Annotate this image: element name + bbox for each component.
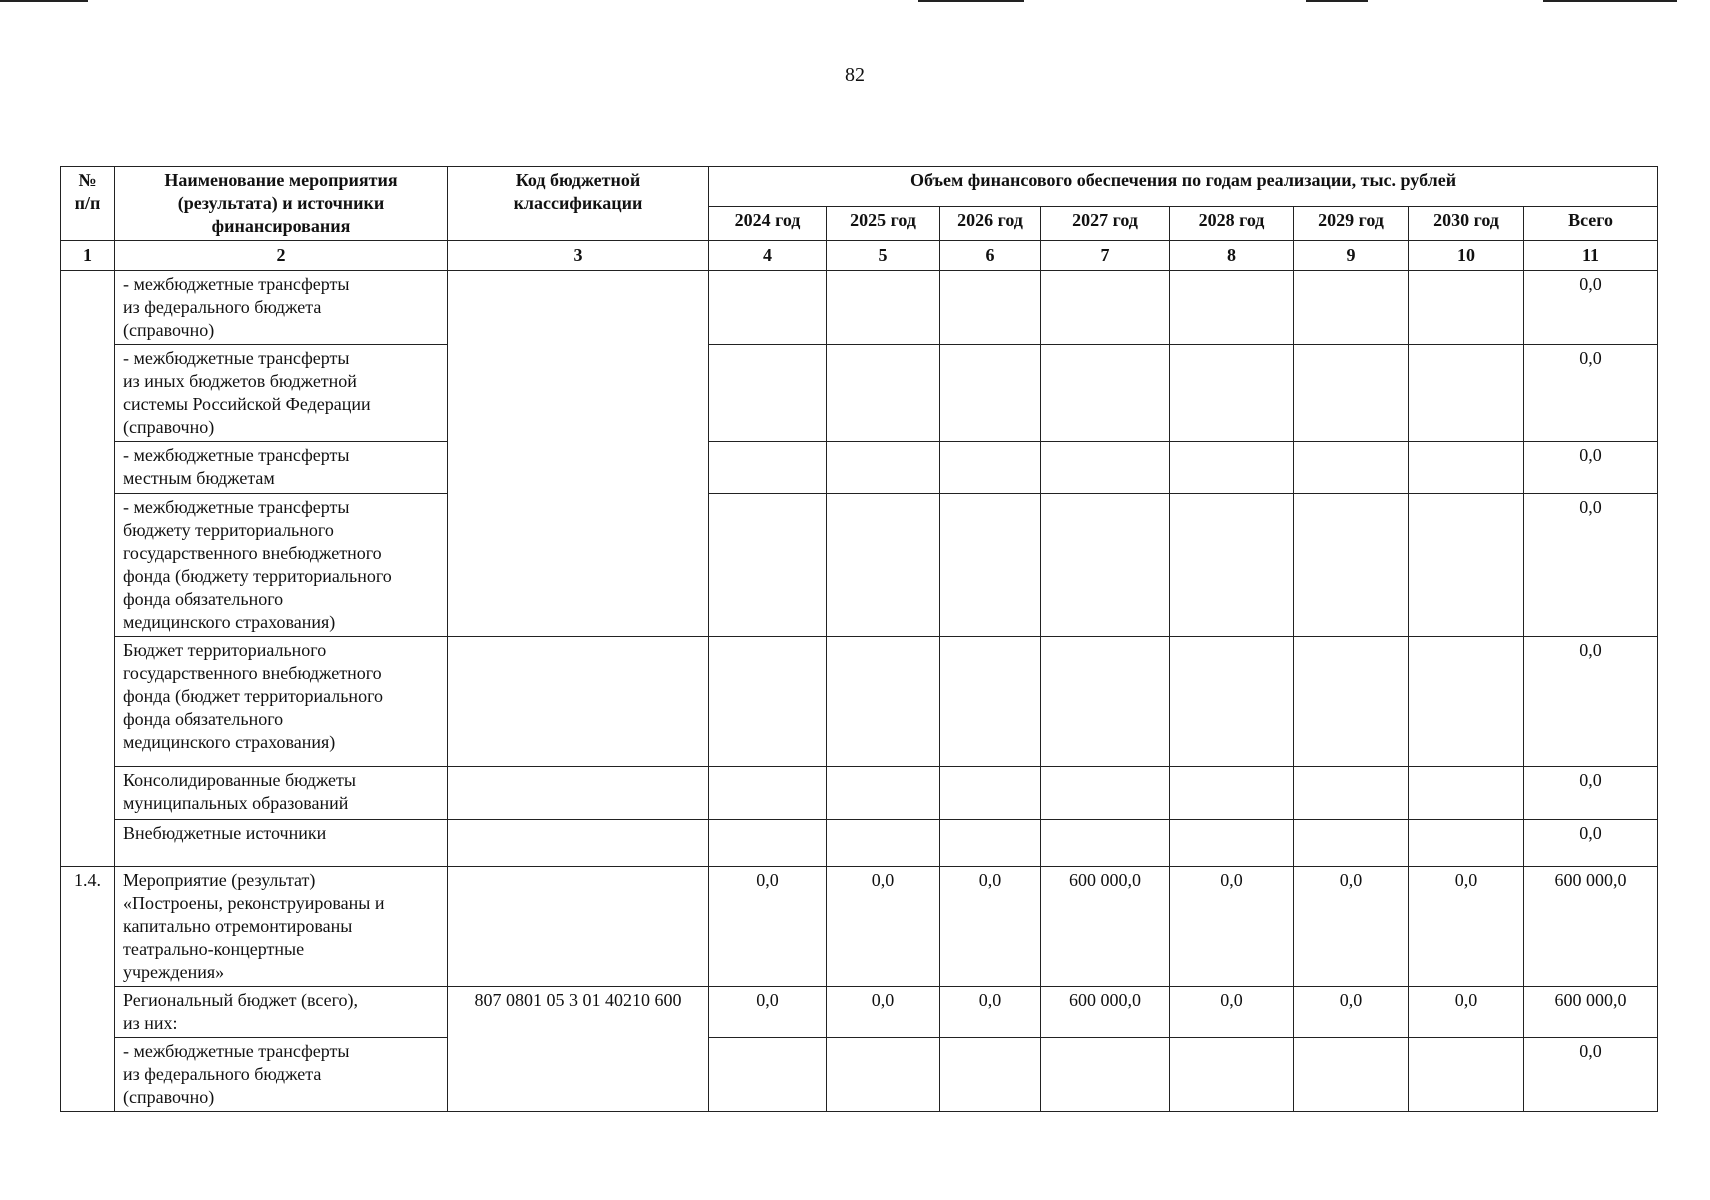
column-number: 10 [1409,241,1524,271]
year-value-cell [1409,494,1524,637]
year-value-cell [709,494,827,637]
year-value-cell [827,820,940,867]
year-value-cell [940,271,1041,345]
year-value-cell [709,271,827,345]
year-value-cell [827,767,940,820]
year-value-cell [940,494,1041,637]
year-value-cell [1170,345,1294,442]
year-value-cell [827,442,940,494]
year-value-cell: 0,0 [827,987,940,1038]
header-name: Наименование мероприятия (результата) и источники финансирования [115,167,448,241]
year-value-cell [1409,767,1524,820]
row-name-cell: Региональный бюджет (всего), из них: [115,987,448,1038]
year-value-cell [709,637,827,767]
year-value-cell: 0,0 [709,987,827,1038]
header-year: 2025 год [827,207,940,241]
row-name-cell: - межбюджетные трансферты из иных бюджетов бюджетной системы Российской Федерации (справочно) [115,345,448,442]
budget-code-cell [448,820,709,867]
row-name-cell: - межбюджетные трансферты бюджету территориального государственного внебюджетного фонда (бюджету территориального фонда обязательного медицинского страхования) [115,494,448,637]
total-cell: 0,0 [1524,271,1658,345]
year-value-cell [827,271,940,345]
year-value-cell [827,345,940,442]
year-value-cell [1041,442,1170,494]
year-value-cell [1041,345,1170,442]
year-value-cell [709,442,827,494]
year-value-cell: 0,0 [1170,987,1294,1038]
header-year: 2030 год [1409,207,1524,241]
year-value-cell [1294,820,1409,867]
financing-table [60,166,1658,1112]
year-value-cell [1294,271,1409,345]
budget-code-cell [448,637,709,767]
page-number: 82 [845,64,865,86]
year-value-cell [827,494,940,637]
year-value-cell [709,1038,827,1112]
total-cell: 600 000,0 [1524,987,1658,1038]
year-value-cell [1170,494,1294,637]
header-year: 2028 год [1170,207,1294,241]
year-value-cell: 0,0 [1294,867,1409,987]
column-number: 2 [115,241,448,271]
year-value-cell [1041,637,1170,767]
year-value-cell [1294,442,1409,494]
year-value-cell: 0,0 [1294,987,1409,1038]
row-name-cell: - межбюджетные трансферты из федерального бюджета (справочно) [115,271,448,345]
year-value-cell [709,820,827,867]
row-name-cell: - межбюджетные трансферты местным бюджетам [115,442,448,494]
year-value-cell: 0,0 [940,867,1041,987]
top-rule-left [0,0,88,2]
year-value-cell [1294,345,1409,442]
row-name-cell: Бюджет территориального государственного внебюджетного фонда (бюджет территориального фонда обязательного медицинского страхования) [115,637,448,767]
column-number: 6 [940,241,1041,271]
year-value-cell [940,345,1041,442]
year-value-cell [1409,271,1524,345]
year-value-cell: 0,0 [940,987,1041,1038]
year-value-cell [709,767,827,820]
budget-code-cell: 807 0801 05 3 01 40210 600 [448,987,709,1112]
year-value-cell [1409,345,1524,442]
year-value-cell [1409,442,1524,494]
header-volume: Объем финансового обеспечения по годам реализации, тыс. рублей [709,167,1658,207]
table-row [61,987,1658,1038]
year-value-cell: 0,0 [709,867,827,987]
year-value-cell [1041,820,1170,867]
year-value-cell [827,1038,940,1112]
column-number: 9 [1294,241,1409,271]
top-rule-center [918,0,1024,2]
year-value-cell: 0,0 [827,867,940,987]
year-value-cell [1294,1038,1409,1112]
header-num: № п/п [61,167,115,241]
year-value-cell: 0,0 [1409,987,1524,1038]
row-index-cell: 1.4. [61,867,115,1112]
column-number: 1 [61,241,115,271]
column-number: 11 [1524,241,1658,271]
year-value-cell [940,1038,1041,1112]
year-value-cell [1294,637,1409,767]
year-value-cell [1170,271,1294,345]
total-cell: 0,0 [1524,494,1658,637]
table-row [61,1038,1658,1112]
year-value-cell [1409,1038,1524,1112]
year-value-cell [1041,767,1170,820]
year-value-cell: 600 000,0 [1041,867,1170,987]
table-row [61,271,1658,345]
year-value-cell [940,637,1041,767]
year-value-cell [1170,637,1294,767]
year-value-cell [827,637,940,767]
table-row [61,494,1658,637]
row-name-cell: Консолидированные бюджеты муниципальных образований [115,767,448,820]
year-value-cell [1170,820,1294,867]
total-cell: 0,0 [1524,820,1658,867]
year-value-cell [940,820,1041,867]
row-name-cell: - межбюджетные трансферты из федерального бюджета (справочно) [115,1038,448,1112]
table-row [61,637,1658,767]
header-year: 2029 год [1294,207,1409,241]
year-value-cell [1041,1038,1170,1112]
budget-code-cell [448,271,709,637]
column-number: 4 [709,241,827,271]
year-value-cell: 0,0 [1409,867,1524,987]
table-row [61,767,1658,820]
header-code: Код бюджетной классификации [448,167,709,241]
total-cell: 0,0 [1524,442,1658,494]
top-rule-right [1543,0,1677,2]
total-cell: 0,0 [1524,345,1658,442]
row-name-cell: Внебюджетные источники [115,820,448,867]
year-value-cell [940,442,1041,494]
year-value-cell [1170,1038,1294,1112]
year-value-cell [1409,820,1524,867]
column-number: 7 [1041,241,1170,271]
header-total: Всего [1524,207,1658,241]
table-row [61,820,1658,867]
table-row [61,345,1658,442]
row-name-cell: Мероприятие (результат) «Построены, реконструированы и капитально отремонтированы театрально-концертные учреждения» [115,867,448,987]
budget-code-cell [448,767,709,820]
total-cell: 0,0 [1524,767,1658,820]
year-value-cell [1170,767,1294,820]
header-year: 2024 год [709,207,827,241]
year-value-cell: 600 000,0 [1041,987,1170,1038]
budget-code-cell [448,867,709,987]
column-number: 5 [827,241,940,271]
row-index-cell [61,271,115,867]
year-value-cell [1294,494,1409,637]
table-row [61,867,1658,987]
year-value-cell [1294,767,1409,820]
total-cell: 0,0 [1524,637,1658,767]
table-row [61,442,1658,494]
year-value-cell: 0,0 [1170,867,1294,987]
column-number: 8 [1170,241,1294,271]
year-value-cell [940,767,1041,820]
year-value-cell [1041,271,1170,345]
header-year: 2027 год [1041,207,1170,241]
header-year: 2026 год [940,207,1041,241]
year-value-cell [1041,494,1170,637]
year-value-cell [709,345,827,442]
top-rule-mid [1306,0,1368,2]
year-value-cell [1409,637,1524,767]
column-number: 3 [448,241,709,271]
year-value-cell [1170,442,1294,494]
total-cell: 0,0 [1524,1038,1658,1112]
total-cell: 600 000,0 [1524,867,1658,987]
